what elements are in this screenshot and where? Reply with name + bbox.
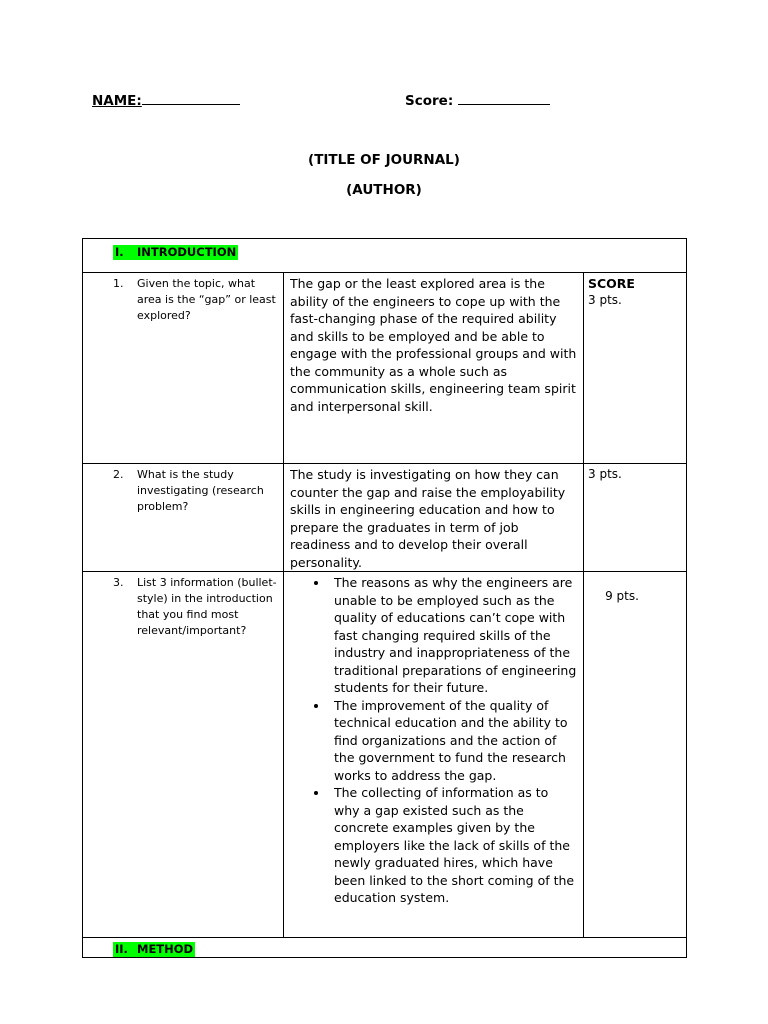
list-item: The improvement of the quality of technical education and the ability to find organizations and the action of the government to fund the research works to address the gap.: [334, 697, 577, 785]
list-item: The collecting of information as to why a gap existed such as the concrete examples given by the employers like the lack of skills of the newly graduated hires, which have been linked to the short coming of the education system.: [334, 784, 577, 907]
table-row: [83, 572, 687, 938]
section-cell: [83, 239, 687, 273]
section-title: METHOD: [137, 942, 194, 956]
section-title: INTRODUCTION: [137, 245, 237, 259]
score-value: 9 pts.: [605, 589, 639, 603]
name-blank[interactable]: [142, 92, 240, 105]
section-label-introduction: [113, 245, 238, 260]
section-number: II.: [115, 942, 128, 956]
question-text: List 3 information (bullet-style) in the introduction that you find most relevant/important?: [137, 576, 277, 637]
journal-table: [82, 238, 687, 958]
question-number: 3.: [113, 576, 124, 589]
score-value: 3 pts.: [588, 467, 622, 481]
score-value: 3 pts.: [588, 293, 622, 307]
section-row-method: [83, 938, 687, 958]
answer-cell[interactable]: The study is investigating on how they can counter the gap and raise the employability skills in engineering education and how to prepare the graduates in term of job readiness and to develop their overall personality.: [284, 464, 584, 572]
section-row-introduction: [83, 239, 687, 273]
list-item: The reasons as why the engineers are unable to be employed such as the quality of educations can’t cope with fast changing required skills of the industry and inappropriateness of the traditional preparations of engineering students for their future.: [334, 575, 577, 695]
score-label: Score:: [405, 93, 454, 109]
question-cell: [83, 572, 284, 938]
name-label: NAME:: [92, 93, 142, 109]
score-cell[interactable]: [584, 464, 687, 572]
score-cell[interactable]: [584, 273, 687, 464]
score-field: [405, 92, 550, 109]
question-number: 2.: [113, 468, 124, 481]
name-field: [92, 92, 240, 109]
answer-cell[interactable]: [284, 572, 584, 938]
journal-title: (TITLE OF JOURNAL): [308, 152, 460, 168]
score-cell[interactable]: [584, 572, 687, 938]
section-label-method: [113, 942, 195, 957]
question-text: Given the topic, what area is the “gap” or least explored?: [137, 277, 276, 322]
score-heading: SCORE: [588, 276, 635, 291]
answer-bullet-list: [290, 574, 577, 907]
journal-author: (AUTHOR): [346, 182, 422, 198]
table-row: [83, 464, 687, 572]
question-text: What is the study investigating (research problem?: [137, 468, 264, 513]
table-row: [83, 273, 687, 464]
section-cell: [83, 938, 687, 958]
section-number: I.: [115, 245, 124, 259]
score-blank[interactable]: [458, 92, 550, 105]
question-cell: [83, 464, 284, 572]
answer-cell[interactable]: The gap or the least explored area is the ability of the engineers to cope up with the fast-changing phase of the required ability and skills to be employed and be able to engage with the professional groups and with the community as a whole such as communication skills, engineering team spirit and interpersonal skill.: [284, 273, 584, 464]
question-cell: [83, 273, 284, 464]
question-number: 1.: [113, 277, 124, 290]
